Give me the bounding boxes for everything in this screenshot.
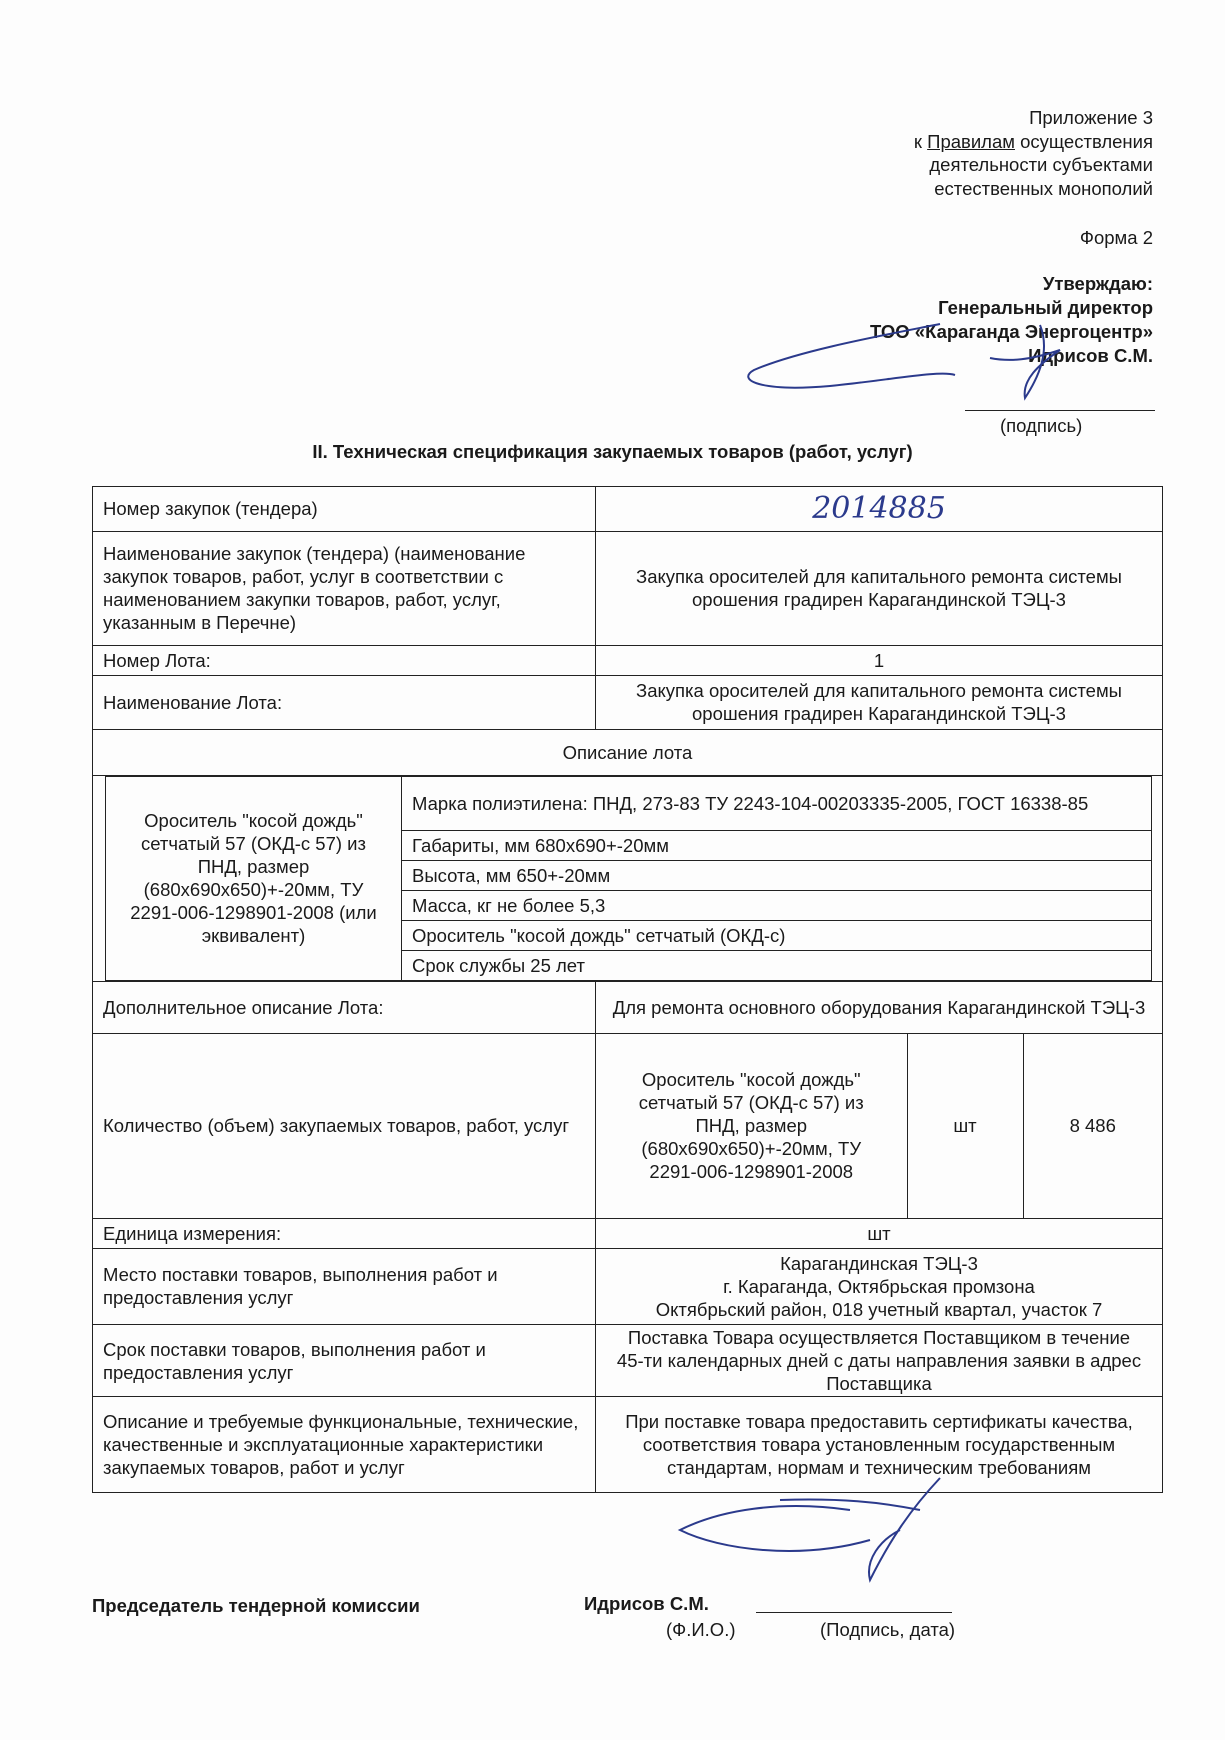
approval-line4: Идрисов С.М. <box>1028 345 1153 367</box>
row-lot-description <box>93 775 1163 981</box>
row-requirements <box>93 1397 1163 1493</box>
unit-label: Единица измерения: <box>93 1218 596 1248</box>
spec-item: Срок службы 25 лет <box>402 950 1152 980</box>
lot-name-value: Закупка оросителей для капитального ремонта системы орошения градирен Карагандинской ТЭЦ-3 <box>596 675 1163 729</box>
lot-spec-table <box>105 776 1152 981</box>
approval-signature-line <box>965 410 1155 411</box>
spec-item: Габариты, мм 680х690+-20мм <box>402 830 1152 860</box>
row-additional-description <box>93 981 1163 1033</box>
row-delivery-term <box>93 1325 1163 1397</box>
row-quantity <box>93 1033 1163 1218</box>
spec-item: Высота, мм 650+-20мм <box>402 860 1152 890</box>
appendix-rules-line: к Правилам осуществления <box>913 130 1153 152</box>
quantity-value: 8 486 <box>1023 1034 1162 1218</box>
row-lot-description-header <box>93 729 1163 775</box>
appendix-line3: деятельности субъектами <box>929 154 1153 176</box>
delivery-term-value: Поставка Товара осуществляется Поставщиком в течение 45-ти календарных дней с даты направления заявки в адрес Поставщика <box>596 1325 1163 1397</box>
quantity-cell <box>596 1033 1163 1218</box>
approval-line1: Утверждаю: <box>1042 273 1153 294</box>
quantity-item: Ороситель "косой дождь" сетчатый 57 (ОКД-с 57) из ПНД, размер (680х690х650)+-20мм, ТУ 2291-006-1298901-2008 <box>596 1034 907 1218</box>
page-title: II. Техническая спецификация закупаемых товаров (работ, услуг) <box>312 441 913 462</box>
approval-line2: Генеральный директор <box>938 297 1153 319</box>
requirements-label: Описание и требуемые функциональные, технические, качественные и эксплуатационные характеристики закупаемых товаров, работ и услуг <box>93 1397 596 1493</box>
tender-number-value: 2014885 <box>596 487 1163 532</box>
product-name: Ороситель "косой дождь" сетчатый 57 (ОКД-с 57) из ПНД, размер (680х690х650)+-20мм, ТУ 2291-006-1298901-2008 (или эквивалент) <box>106 776 402 980</box>
delivery-term-label: Срок поставки товаров, выполнения работ и предоставления услуг <box>93 1325 596 1397</box>
row-unit <box>93 1218 1163 1248</box>
requirements-value: При поставке товара предоставить сертификаты качества, соответствия товара установленным государственным стандартам, нормам и техническим требованиям <box>596 1397 1163 1493</box>
lot-description-cell <box>93 775 1163 981</box>
tender-number-label: Номер закупок (тендера) <box>93 487 596 532</box>
chairman-signature-line <box>756 1612 952 1613</box>
lot-number-label: Номер Лота: <box>93 645 596 675</box>
name-caption: (Ф.И.О.) <box>666 1619 736 1640</box>
row-tender-name <box>93 531 1163 645</box>
approval-signature-caption: (подпись) <box>1000 415 1083 436</box>
signature-caption: (Подпись, дата) <box>820 1619 956 1640</box>
form-label: Форма 2 <box>1079 227 1153 248</box>
approval-line3: ТОО «Караганда Энергоцентр» <box>870 321 1153 343</box>
specification-table <box>92 486 1163 1493</box>
spec-item: Ороситель "косой дождь" сетчатый (ОКД-с) <box>402 920 1152 950</box>
director-signature <box>740 320 1100 410</box>
tender-name-value: Закупка оросителей для капитального ремонта системы орошения градирен Карагандинской ТЭЦ-3 <box>596 531 1163 645</box>
quantity-unit: шт <box>907 1034 1023 1218</box>
lot-description-header: Описание лота <box>93 729 1163 775</box>
tender-name-label: Наименование закупок (тендера) (наименование закупок товаров, работ, услуг в соответствии с наименованием закупки товаров, работ, услуг, указанным в Перечне) <box>93 531 596 645</box>
row-tender-number <box>93 487 1163 532</box>
quantity-label: Количество (объем) закупаемых товаров, работ, услуг <box>93 1033 596 1218</box>
spec-item: Марка полиэтилена: ПНД, 273-83 ТУ 2243-104-00203335-2005, ГОСТ 16338-85 <box>402 776 1152 830</box>
chairman-signature <box>660 1470 960 1600</box>
delivery-place-label: Место поставки товаров, выполнения работ и предоставления услуг <box>93 1248 596 1324</box>
appendix-line4: естественных монополий <box>934 178 1153 200</box>
additional-description-value: Для ремонта основного оборудования Карагандинской ТЭЦ-3 <box>596 981 1163 1033</box>
unit-value: шт <box>596 1218 1163 1248</box>
additional-description-label: Дополнительное описание Лота: <box>93 981 596 1033</box>
row-delivery-place <box>93 1248 1163 1324</box>
appendix-header <box>753 106 1153 201</box>
rules-link[interactable]: Правилам <box>927 130 1015 152</box>
delivery-place-value: Карагандинская ТЭЦ-3 г. Караганда, Октябрьская промзона Октябрьский район, 018 учетный квартал, участок 7 <box>596 1248 1163 1324</box>
appendix-title: Приложение 3 <box>1029 107 1153 128</box>
chairman-label: Председатель тендерной комиссии <box>92 1595 420 1616</box>
spec-item: Масса, кг не более 5,3 <box>402 890 1152 920</box>
lot-number-value: 1 <box>596 645 1163 675</box>
chairman-name: Идрисов С.М. <box>584 1593 709 1614</box>
quantity-table <box>596 1034 1162 1218</box>
row-lot-number <box>93 645 1163 675</box>
lot-name-label: Наименование Лота: <box>93 675 596 729</box>
row-lot-name <box>93 675 1163 729</box>
